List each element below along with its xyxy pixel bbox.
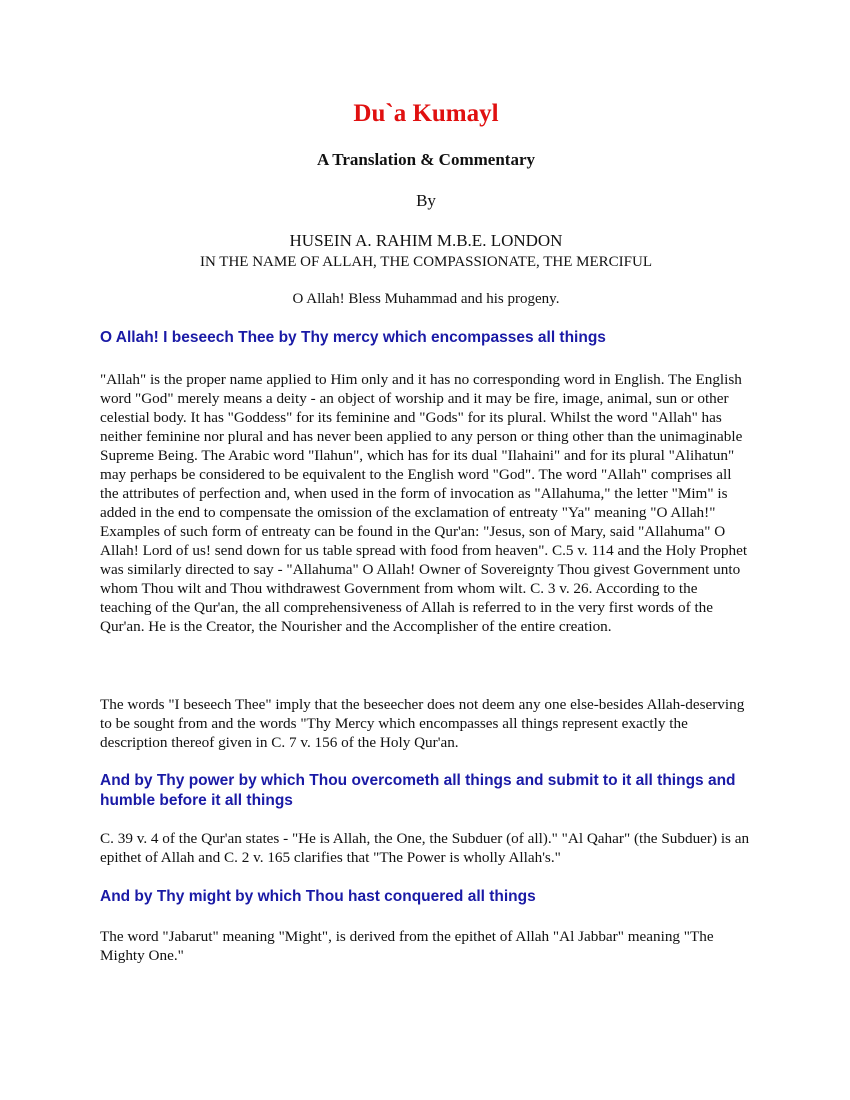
invocation-line: IN THE NAME OF ALLAH, THE COMPASSIONATE, THE MERCIFUL — [200, 254, 652, 270]
byline-label: By — [416, 191, 436, 210]
document-subtitle: A Translation & Commentary — [316, 150, 535, 169]
section-heading-might: And by Thy might by which Thou hast conquered all things — [100, 888, 536, 905]
document-title: Du`a Kumayl — [353, 100, 499, 127]
paragraph-subduer: C. 39 v. 4 of the Qur'an states - "He is Allah, the One, the Subduer (of all)." "Al Qahar" (the Subduer) is an epithet of Allah and C. 2 v. 165 clarifies that "The Power is wholly Allah's." — [100, 830, 750, 866]
paragraph-allah-name: "Allah" is the proper name applied to Him only and it has no corresponding word in English. The English word "God" merely means a deity - an object of worship and it may be fire, image, animal, sun or other celestial body. It has "Goddess" for its feminine and "Gods" for its plural. Whilst the word "Allah" has neither feminine nor plural and has never been applied to any person or thing other than the unimaginable Supreme Being. The Arabic word "Ilahun", which has for its dual "Ilahaini" and for its plural "Alihatun" may perhaps be considered to be equivalent to the English word "God". The word "Allah" comprises all the attributes of perfection and, when used in the form of invocation as "Allahuma," the letter "Mim" is added in the end to compensate the omission of the exclamation of entreaty "Ya" meaning "O Allah!" Examples of such form of entreaty can be found in the Qur'an: "Jesus, son of Mary, said "Allahuma" O Allah! Lord of us! send down for us table spread with food from heaven". C.5 v. 114 and the Holy Prophet was similarly directed to say - "Allahuma" O Allah! Owner of Sovereignty Thou givest Government unto whom Thou wilt and Thou withdrawest Government from whom wilt. C. 3 v. 26. According to the teaching of the Qur'an, the all comprehensiveness of Allah is referred to in the very first words of the Qur'an. He is the Creator, the Nourisher and the Accomplisher of the entire creation. — [100, 371, 748, 635]
author-name: HUSEIN A. RAHIM M.B.E. LONDON — [289, 231, 563, 250]
section-heading-power: And by Thy power by which Thou overcometh all things and submit to it all things and humble before it all things — [100, 772, 736, 809]
section-heading-mercy: O Allah! I beseech Thee by Thy mercy which encompasses all things — [100, 329, 606, 346]
paragraph-jabarut: The word "Jabarut" meaning "Might", is derived from the epithet of Allah "Al Jabbar" meaning "The Mighty One." — [100, 928, 714, 964]
paragraph-beseech-thee: The words "I beseech Thee" imply that the beseecher does not deem any one else-besides Allah-deserving to be sought from and the words "Thy Mercy which encompasses all things represent exactly the description thereof given in C. 7 v. 156 of the Holy Qur'an. — [100, 696, 745, 751]
blessing-line: O Allah! Bless Muhammad and his progeny. — [292, 291, 560, 307]
